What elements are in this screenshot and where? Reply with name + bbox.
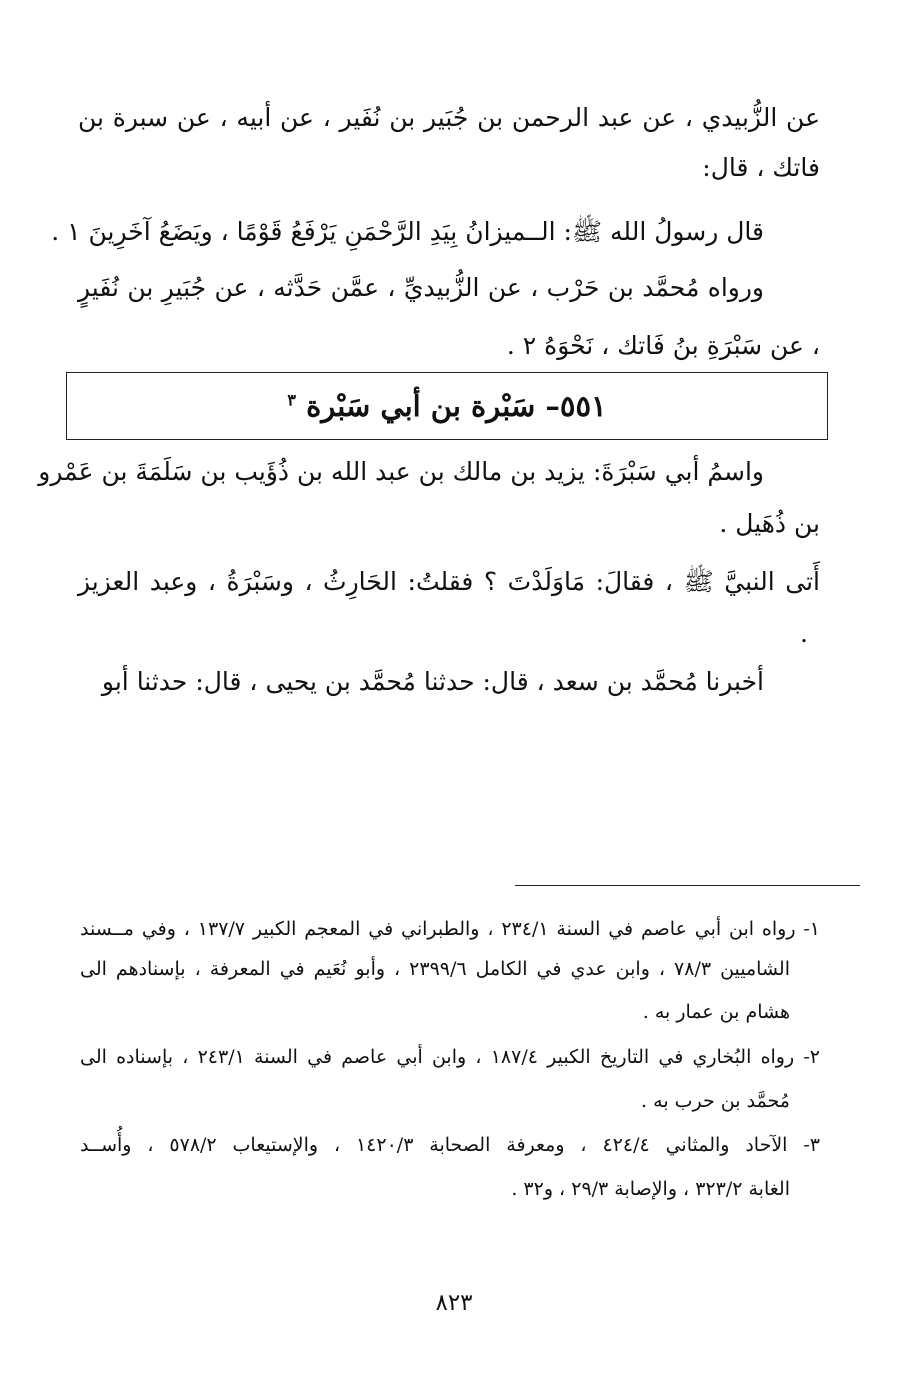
body-line-2: فاتك ، قال: (702, 153, 820, 182)
section-heading-box (66, 372, 828, 440)
body-line-10: أخبرنا مُحمَّد بن سعد ، قال: حدثنا مُحمَّد بن يحيى ، قال: حدثنا أبو (101, 667, 764, 696)
body-line-6: واسمُ أبي سَبْرَةَ: يزيد بن مالك بن عبد الله بن ذُؤَيب بن سَلَمَةَ بن عَمْرو (38, 457, 764, 486)
page-number: ٨٢٣ (435, 1290, 473, 1316)
body-line-9: . (800, 619, 808, 648)
footnote-line-2: الشاميين ٧٨/٣ ، وابن عدي في الكامل ٢٣٩٩/٦ ، وأبو نُعَيم في المعرفة ، بإسنادهم الى (80, 958, 790, 980)
body-line-4: ورواه مُحمَّد بن حَرْب ، عن الزُّبيديِّ ، عمَّن حَدَّثه ، عن جُبَيرِ بن نُفَيرٍ (78, 273, 764, 302)
section-footnote-ref: ٣ (287, 390, 296, 410)
footnote-line-5: مُحمَّد بن حرب به . (641, 1090, 790, 1112)
section-heading (287, 389, 606, 423)
footnote-line-6: ٣- الآحاد والمثاني ٤٢٤/٤ ، ومعرفة الصحابة ١٤٢٠/٣ ، والإستيعاب ٥٧٨/٢ ، وأُســد (80, 1134, 820, 1156)
section-dash: – (545, 389, 560, 423)
footnote-line-1: ١- رواه ابن أبي عاصم في السنة ٢٣٤/١ ، والطبراني في المعجم الكبير ١٣٧/٧ ، وفي مــسند (80, 918, 820, 940)
section-name: سَبْرة بن أبي سَبْرة (306, 389, 536, 423)
footnote-line-4: ٢- رواه البُخاري في التاريخ الكبير ١٨٧/٤ ، وابن أبي عاصم في السنة ٢٤٣/١ ، بإسناده الى (80, 1046, 820, 1068)
body-line-7: بن ذُهَيل . (719, 509, 820, 538)
body-line-1: عن الزُّبيدي ، عن عبد الرحمن بن جُبَير بن نُفَير ، عن أبيه ، عن سبرة بن (78, 103, 820, 132)
section-number: ٥٥١ (559, 389, 607, 423)
footnote-divider (515, 885, 860, 886)
body-line-8: أَتى النبيَّ ﷺ ، فقالَ: مَاوَلَدْتَ ؟ فقلتُ: الحَارِثُ ، وسَبْرَةُ ، وعبد العزيز (78, 567, 820, 596)
footnote-line-7: الغابة ٣٢٣/٢ ، والإصابة ٢٩/٣ ، و٣٢ . (511, 1178, 790, 1200)
body-line-5: ، عن سَبْرَةِ بنُ فَاتك ، نَحْوَهُ ٢ . (506, 331, 820, 360)
body-line-3: قال رسولُ الله ﷺ: الــميزانُ بِيَدِ الرَّحْمَنِ يَرْفَعُ قَوْمًا ، ويَضَعُ آخَرِينَ ١ . (51, 217, 764, 246)
footnote-line-3: هشام بن عمار به . (642, 1001, 790, 1023)
